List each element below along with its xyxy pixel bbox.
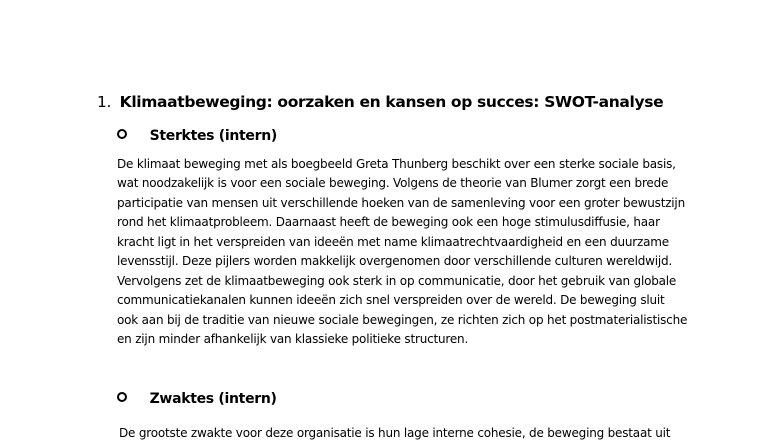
subheading-strengths xyxy=(117,128,277,144)
section-heading xyxy=(97,93,663,111)
subheading-weaknesses xyxy=(117,391,277,407)
circle-bullet-icon xyxy=(117,392,127,402)
paragraph-line: ook aan bij de traditie van nieuwe sociale bewegingen, ze richten zich op het postmaterialistische xyxy=(117,312,688,327)
paragraph-line: communicatiekanalen kunnen ideeën zich snel verspreiden over de wereld. De beweging sluit xyxy=(117,293,665,308)
paragraph-line: en zijn minder afhankelijk van klassieke politieke structuren. xyxy=(117,331,469,346)
circle-bullet-icon xyxy=(117,129,127,139)
heading-title: Klimaatbeweging: oorzaken en kansen op succes: SWOT-analyse xyxy=(119,93,664,111)
subheading-title: Sterktes (intern) xyxy=(149,128,277,144)
subheading-title: Zwaktes (intern) xyxy=(149,391,277,407)
strengths-paragraph xyxy=(117,155,697,349)
paragraph-line: De grootste zwakte voor deze organisatie is hun lage interne cohesie, de beweging bestaat uit xyxy=(119,426,671,440)
paragraph-line: De klimaat beweging met als boegbeeld Greta Thunberg beschikt over een sterke sociale basis, xyxy=(117,157,676,171)
paragraph-line: kracht ligt in het verspreiden van ideeën met name klimaatrechtvaardigheid en een duurzame xyxy=(117,234,669,249)
paragraph-line: participatie van mensen uit verschillende hoeken van de samenleving voor een groter bewustzijn xyxy=(117,195,685,210)
paragraph-line: Vervolgens zet de klimaatbeweging ook sterk in op communicatie, door het gebruik van globale xyxy=(117,273,677,288)
paragraph-line: levensstijl. Deze pijlers worden makkelijk overgenomen door verschillende culturen wereldwijd. xyxy=(117,254,673,269)
heading-number: 1. xyxy=(97,93,112,111)
weaknesses-paragraph xyxy=(119,424,699,443)
paragraph-line: wat noodzakelijk is voor een sociale beweging. Volgens de theorie van Blumer zorgt een brede xyxy=(117,176,669,191)
paragraph-line: rond het klimaatprobleem. Daarnaast heeft de beweging ook een hoge stimulusdiffusie, haar xyxy=(117,215,660,230)
